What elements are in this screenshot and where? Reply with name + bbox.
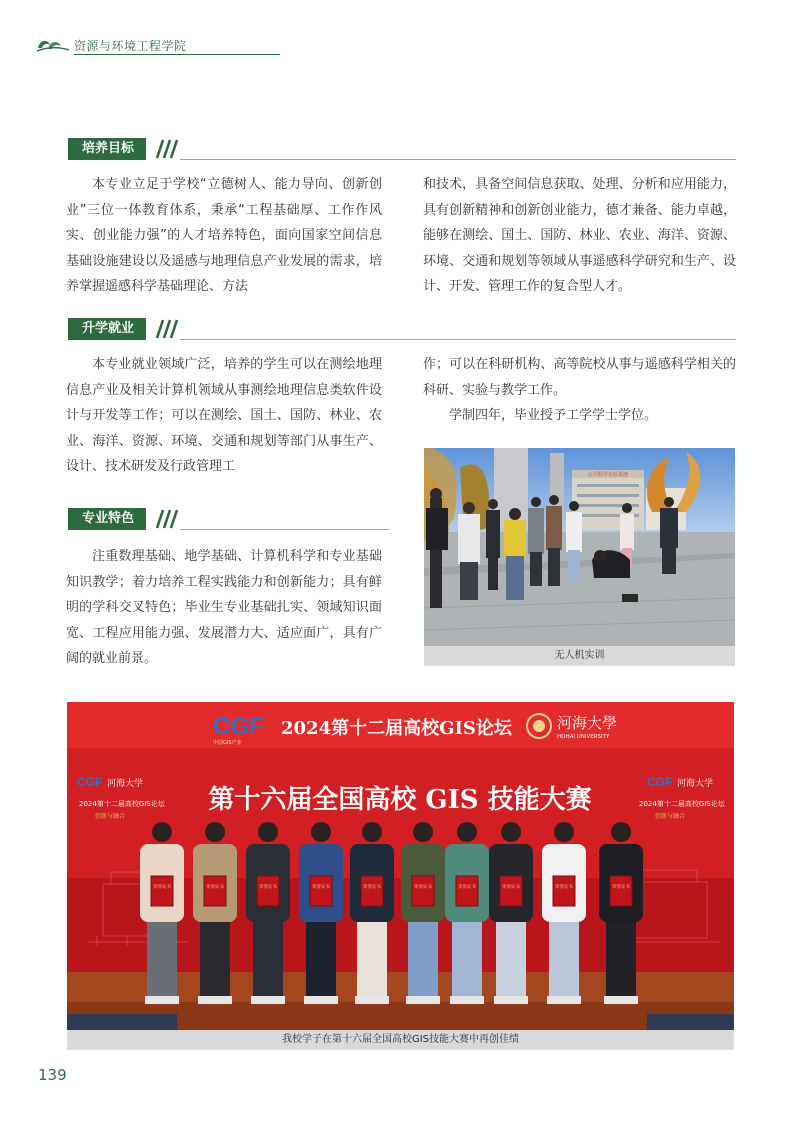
certificate-label: 荣誉证书 xyxy=(414,885,432,890)
certificate-label: 荣誉证书 xyxy=(153,885,171,890)
slash-decoration-icon xyxy=(150,319,180,339)
career-paragraph-right-2: 学制四年，毕业授予工学学士学位。 xyxy=(449,408,658,423)
certificate-label: 荣誉证书 xyxy=(555,885,573,890)
certificate-label: 荣誉证书 xyxy=(502,885,520,890)
certificate-icon xyxy=(361,876,383,906)
page-number: 139 xyxy=(38,1066,67,1084)
section-heading-career xyxy=(68,318,736,340)
certificate-label: 荣誉证书 xyxy=(458,885,476,890)
gis-competition-photo xyxy=(67,702,734,1030)
side-uni-left: 河海大学 xyxy=(107,779,144,789)
banner-logo-subtext: 中国GIS产业 xyxy=(213,740,242,746)
certificate-label: 荣誉证书 xyxy=(363,885,381,890)
certificate-icon xyxy=(412,876,434,906)
side-title-left: 2024第十二届高校GIS论坛 xyxy=(79,800,165,808)
building-sign: 公共科学实验基地 xyxy=(587,472,629,478)
section-rule xyxy=(180,529,389,530)
side-uni-right: 河海大学 xyxy=(677,779,714,789)
certificate-icon xyxy=(257,876,279,906)
section-title: 专业特色 xyxy=(68,508,146,530)
banner-title-text: 2024第十二届高校GIS论坛 xyxy=(281,718,512,739)
drone-photo-caption: 无人机实训 xyxy=(424,646,735,666)
running-header xyxy=(36,34,242,56)
certificate-label: 荣誉证书 xyxy=(612,885,630,890)
features-paragraph: 注重数理基础、地学基础、计算机科学和专业基础知识教学；着力培养工程实践能力和创新能力；具有鲜明的学科交叉特色；毕业生专业基础扎实、领域知识面宽、工程应用能力强、发展潜力大、适应面广，具有广阔的就业前景。 xyxy=(66,549,382,666)
section-heading-features xyxy=(68,508,389,530)
slash-decoration-icon xyxy=(150,139,180,159)
drone-training-photo xyxy=(424,448,735,646)
goals-paragraph-left: 本专业立足于学校“立德树人、能力导向、创新创业”三位一体教育体系，秉承“工程基础厚、工作作风实、创业能力强”的人才培养特色，面向国家空间信息基础设施建设以及遥感与地理信息产业发展的需求，培养掌握遥感科学基础理论、方法 xyxy=(66,177,382,294)
section-rule xyxy=(180,339,736,340)
header-rule xyxy=(74,54,280,55)
college-name: 资源与环境工程学院 xyxy=(74,39,187,53)
certificate-icon xyxy=(310,876,332,906)
university-en-text: HOHAI UNIVERSITY xyxy=(557,734,610,740)
side-title-right: 2024第十二届高校GIS论坛 xyxy=(639,800,725,808)
certificate-icon xyxy=(456,876,478,906)
side-subtitle-right: 创新与融合 xyxy=(655,813,686,820)
side-logo-left: CGF xyxy=(77,775,103,789)
certificate-icon xyxy=(204,876,226,906)
banner-logo-text: CGF xyxy=(213,713,264,740)
certificate-icon xyxy=(553,876,575,906)
side-logo-right: CGF xyxy=(647,775,673,789)
university-name-text: 河海大學 xyxy=(557,714,618,732)
section-title: 培养目标 xyxy=(68,138,146,160)
gis-competition-scene xyxy=(67,702,734,1030)
career-paragraph-right-1: 作；可以在科研机构、高等院校从事与遥感科学相关的科研、实验与教学工作。 xyxy=(423,357,736,398)
section-title: 升学就业 xyxy=(68,318,146,340)
slash-decoration-icon xyxy=(150,509,180,529)
certificate-icon xyxy=(610,876,632,906)
competition-title-text: 第十六届全国高校 GIS 技能大赛 xyxy=(208,785,592,815)
drone-training-scene xyxy=(424,448,735,646)
side-subtitle-left: 创新与融合 xyxy=(95,813,126,820)
certificate-icon xyxy=(500,876,522,906)
section-rule xyxy=(180,159,736,160)
certificate-label: 荣誉证书 xyxy=(206,885,224,890)
goals-paragraph-right: 和技术，具备空间信息获取、处理、分析和应用能力，具有创新精神和创新创业能力，德才兼备、能力卓越，能够在测绘、国土、国防、林业、农业、海洋、资源、环境、交通和规划等领域从事遥感科学研究和生产、设计、开发、管理工作的复合型人才。 xyxy=(423,177,736,294)
college-logo-icon xyxy=(36,36,70,54)
competition-photo-caption: 我校学子在第十六届全国高校GIS技能大赛中再创佳绩 xyxy=(67,1030,734,1050)
career-paragraph-left: 本专业就业领域广泛，培养的学生可以在测绘地理信息产业及相关计算机领域从事测绘地理信息类软件设计与开发等工作；可以在测绘、国土、国防、林业、农业、海洋、资源、环境、交通和规划等部门从事生产、设计、技术研发及行政管理工 xyxy=(66,357,382,474)
certificate-label: 荣誉证书 xyxy=(312,885,330,890)
certificate-label: 荣誉证书 xyxy=(259,885,277,890)
certificate-icon xyxy=(151,876,173,906)
section-heading-goals xyxy=(68,138,736,160)
